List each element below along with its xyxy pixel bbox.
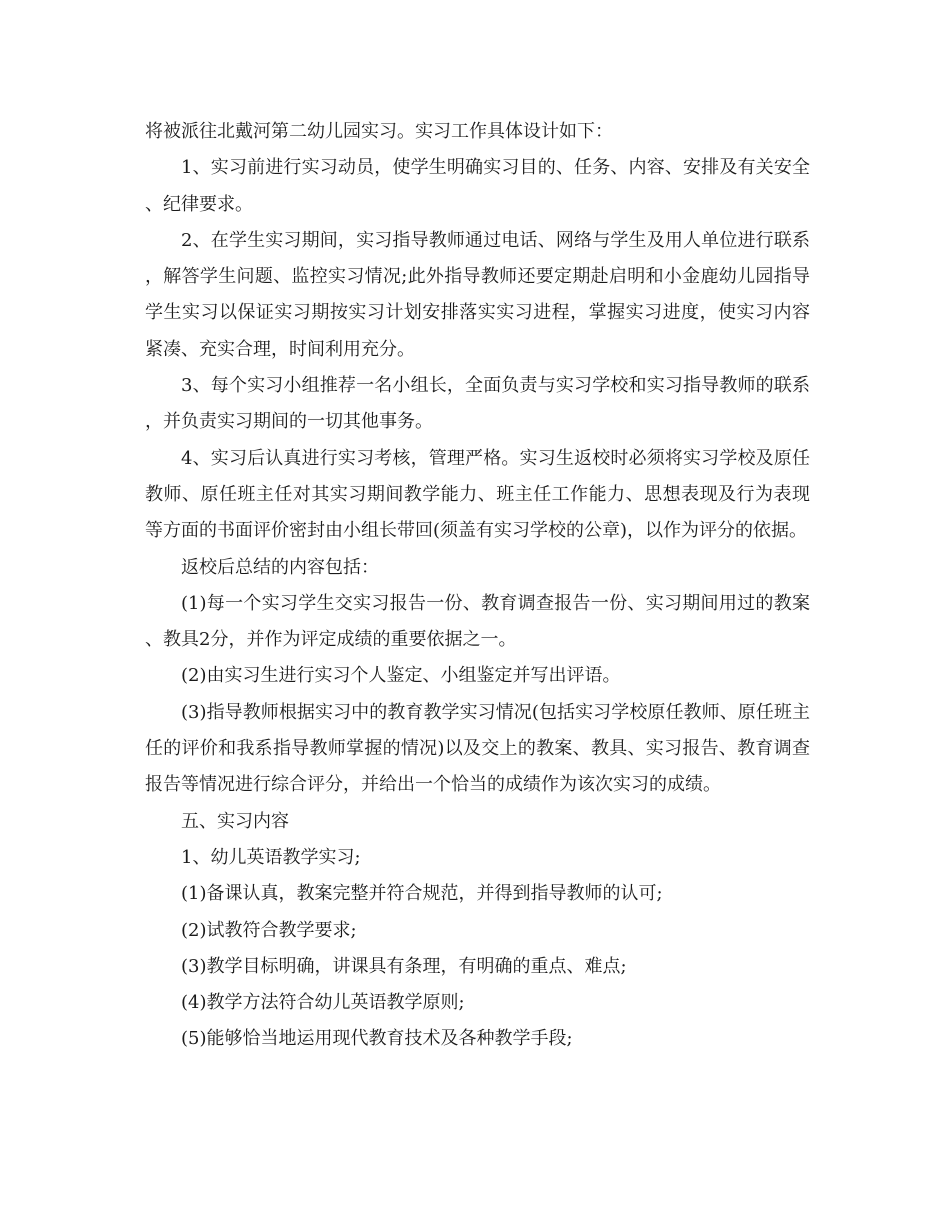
body-paragraph: 2、在学生实习期间，实习指导教师通过电话、网络与学生及用人单位进行联系，解答学生问题、监控实习情况;此外指导教师还要定期赴启明和小金鹿幼儿园指导学生实习以保证实习期按实习计划安排落实实习进程，掌握实习进度，使实习内容紧凑、充实合理，时间利用充分。 (145, 229, 810, 360)
list-item: (5)能够恰当地运用现代教育技术及各种教学手段; (181, 1028, 573, 1050)
list-item: (2)试教符合教学要求; (181, 919, 357, 941)
body-paragraph: 3、每个实习小组推荐一名小组长，全面负责与实习学校和实习指导教师的联系，并负责实习期间的一切其他事务。 (145, 375, 810, 433)
list-item: 1、幼儿英语教学实习; (181, 846, 361, 868)
body-paragraph: (2)由实习生进行实习个人鉴定、小组鉴定并写出评语。 (181, 665, 621, 687)
list-item: (3)教学目标明确，讲课具有条理，有明确的重点、难点; (181, 955, 627, 977)
list-item: (4)教学方法符合幼儿英语教学原则; (181, 992, 465, 1014)
body-paragraph: (1)每一个实习学生交实习报告一份、教育调查报告一份、实习期间用过的教案、教具2分，并作为评定成绩的重要依据之一。 (145, 592, 810, 651)
list-item: (1)备课认真，教案完整并符合规范，并得到指导教师的认可; (181, 883, 663, 905)
document-body (145, 114, 810, 1058)
body-paragraph: 返校后总结的内容包括： (181, 556, 379, 578)
body-paragraph: (3)指导教师根据实习中的教育教学实习情况(包括实习学校原任教师、原任班主任的评价和我系指导教师掌握的情况)以及交上的教案、教具、实习报告、教育调查报告等情况进行综合评分，并给出一个恰当的成绩作为该次实习的成绩。 (145, 701, 810, 796)
body-paragraph: 将被派往北戴河第二幼儿园实习。实习工作具体设计如下： (145, 121, 613, 142)
section-heading: 五、实习内容 (181, 810, 289, 832)
body-paragraph: 1、实习前进行实习动员，使学生明确实习目的、任务、内容、安排及有关安全、纪律要求。 (145, 157, 810, 215)
body-paragraph: 4、实习后认真进行实习考核，管理严格。实习生返校时必须将实习学校及原任教师、原任班主任对其实习期间教学能力、班主任工作能力、思想表现及行为表现等方面的书面评价密封由小组长带回(须盖有实习学校的公章)，以作为评分的依据。 (145, 447, 810, 542)
